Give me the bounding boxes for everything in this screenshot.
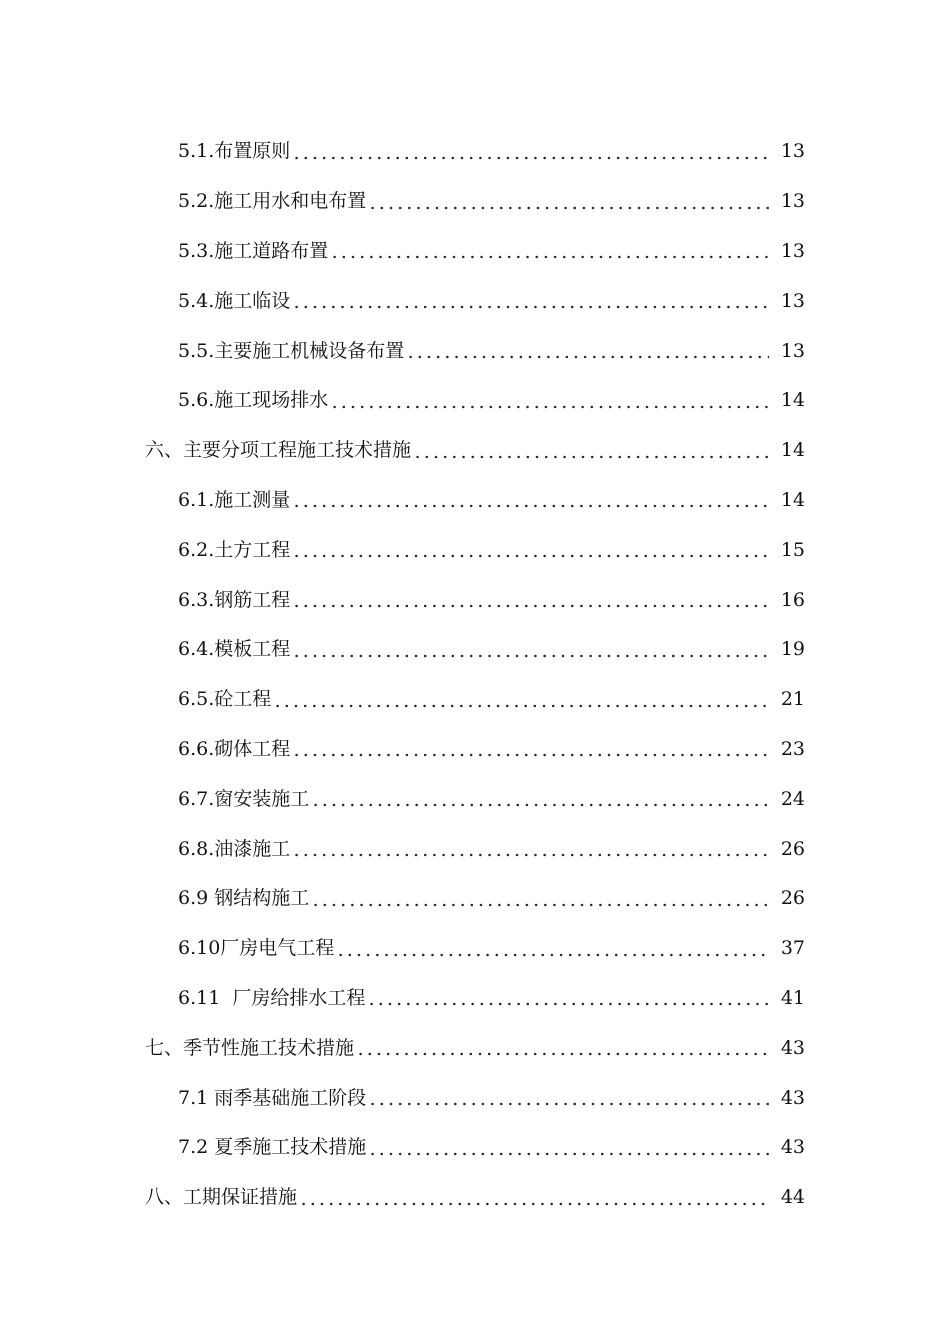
toc-page-number: 19 <box>780 638 805 661</box>
dot-leader <box>330 393 769 412</box>
toc-entry-label: 七、季节性施工技术措施 <box>145 1036 355 1059</box>
dot-leader <box>292 842 769 861</box>
table-of-contents <box>0 127 950 1223</box>
toc-entry[interactable] <box>0 227 950 277</box>
toc-entry-label: 7.2 夏季施工技术措施 <box>178 1136 367 1159</box>
dot-leader <box>367 991 769 1010</box>
dot-leader <box>292 294 769 313</box>
toc-entry-label: 5.3.施工道路布置 <box>178 239 329 262</box>
toc-page-number: 14 <box>780 488 805 511</box>
toc-page-number: 43 <box>780 1036 805 1059</box>
toc-page-number: 13 <box>780 289 805 312</box>
toc-entry[interactable] <box>0 1073 950 1123</box>
dot-leader <box>368 194 769 213</box>
toc-page-number: 23 <box>780 737 805 760</box>
dot-leader <box>292 144 769 163</box>
toc-entry-label: 6.3.钢筋工程 <box>178 588 291 611</box>
toc-entry[interactable] <box>0 476 950 526</box>
toc-page-number: 43 <box>780 1136 805 1159</box>
toc-entry-label: 6.4.模板工程 <box>178 638 291 661</box>
toc-entry[interactable] <box>0 675 950 725</box>
toc-entry-label: 7.1 雨季基础施工阶段 <box>178 1086 367 1109</box>
dot-leader <box>356 1041 769 1060</box>
dot-leader <box>273 692 769 711</box>
toc-entry-label: 5.2.施工用水和电布置 <box>178 190 367 213</box>
dot-leader <box>292 543 769 562</box>
toc-entry[interactable] <box>0 127 950 177</box>
toc-entry[interactable] <box>0 376 950 426</box>
dot-leader <box>413 443 769 462</box>
toc-page-number: 37 <box>780 937 805 960</box>
toc-entry[interactable] <box>0 625 950 675</box>
toc-page-number: 26 <box>780 887 805 910</box>
toc-entry-label: 6.10厂房电气工程 <box>178 937 335 960</box>
dot-leader <box>368 1140 769 1159</box>
toc-entry[interactable] <box>0 525 950 575</box>
toc-page-number: 13 <box>780 190 805 213</box>
dot-leader <box>311 891 769 910</box>
toc-entry-label: 5.4.施工临设 <box>178 289 291 312</box>
toc-entry[interactable] <box>0 774 950 824</box>
toc-entry[interactable] <box>0 974 950 1024</box>
toc-entry[interactable] <box>0 824 950 874</box>
toc-page-number: 14 <box>780 389 805 412</box>
toc-entry[interactable] <box>0 276 950 326</box>
dot-leader <box>406 344 769 363</box>
toc-entry-label: 六、主要分项工程施工技术措施 <box>145 439 412 462</box>
toc-page-number: 14 <box>780 439 805 462</box>
toc-entry[interactable] <box>0 874 950 924</box>
dot-leader <box>292 593 769 612</box>
dot-leader <box>330 244 769 263</box>
toc-entry[interactable] <box>0 177 950 227</box>
toc-entry-label: 5.6.施工现场排水 <box>178 389 329 412</box>
toc-entry[interactable] <box>0 326 950 376</box>
toc-entry-label: 6.11 厂房给排水工程 <box>178 986 366 1009</box>
toc-page-number: 13 <box>780 140 805 163</box>
toc-entry[interactable] <box>0 924 950 974</box>
toc-entry-label: 6.7.窗安装施工 <box>178 787 310 810</box>
toc-entry-label: 5.1.布置原则 <box>178 140 291 163</box>
toc-entry-label: 5.5.主要施工机械设备布置 <box>178 339 405 362</box>
toc-chapter-entry[interactable] <box>0 1173 950 1223</box>
toc-page-number: 43 <box>780 1086 805 1109</box>
toc-entry[interactable] <box>0 725 950 775</box>
toc-entry[interactable] <box>0 575 950 625</box>
toc-page-number: 13 <box>780 239 805 262</box>
toc-entry-label: 6.2.土方工程 <box>178 538 291 561</box>
toc-page-number: 16 <box>780 588 805 611</box>
dot-leader <box>292 493 769 512</box>
dot-leader <box>292 642 769 661</box>
toc-entry-label: 6.8.油漆施工 <box>178 837 291 860</box>
toc-entry-label: 6.1.施工测量 <box>178 488 291 511</box>
dot-leader <box>299 1190 769 1209</box>
toc-entry-label: 6.9 钢结构施工 <box>178 887 310 910</box>
dot-leader <box>336 941 769 960</box>
toc-chapter-entry[interactable] <box>0 426 950 476</box>
toc-page-number: 41 <box>780 986 805 1009</box>
toc-entry[interactable] <box>0 1123 950 1173</box>
toc-page-number: 24 <box>780 787 805 810</box>
toc-entry-label: 6.5.砼工程 <box>178 688 272 711</box>
toc-chapter-entry[interactable] <box>0 1023 950 1073</box>
toc-page-number: 26 <box>780 837 805 860</box>
dot-leader <box>292 742 769 761</box>
toc-entry-label: 八、工期保证措施 <box>145 1186 298 1209</box>
toc-page-number: 44 <box>780 1186 805 1209</box>
dot-leader <box>368 1091 769 1110</box>
toc-page-number: 21 <box>780 688 805 711</box>
toc-page-number: 13 <box>780 339 805 362</box>
dot-leader <box>311 792 769 811</box>
toc-page-number: 15 <box>780 538 805 561</box>
toc-entry-label: 6.6.砌体工程 <box>178 737 291 760</box>
